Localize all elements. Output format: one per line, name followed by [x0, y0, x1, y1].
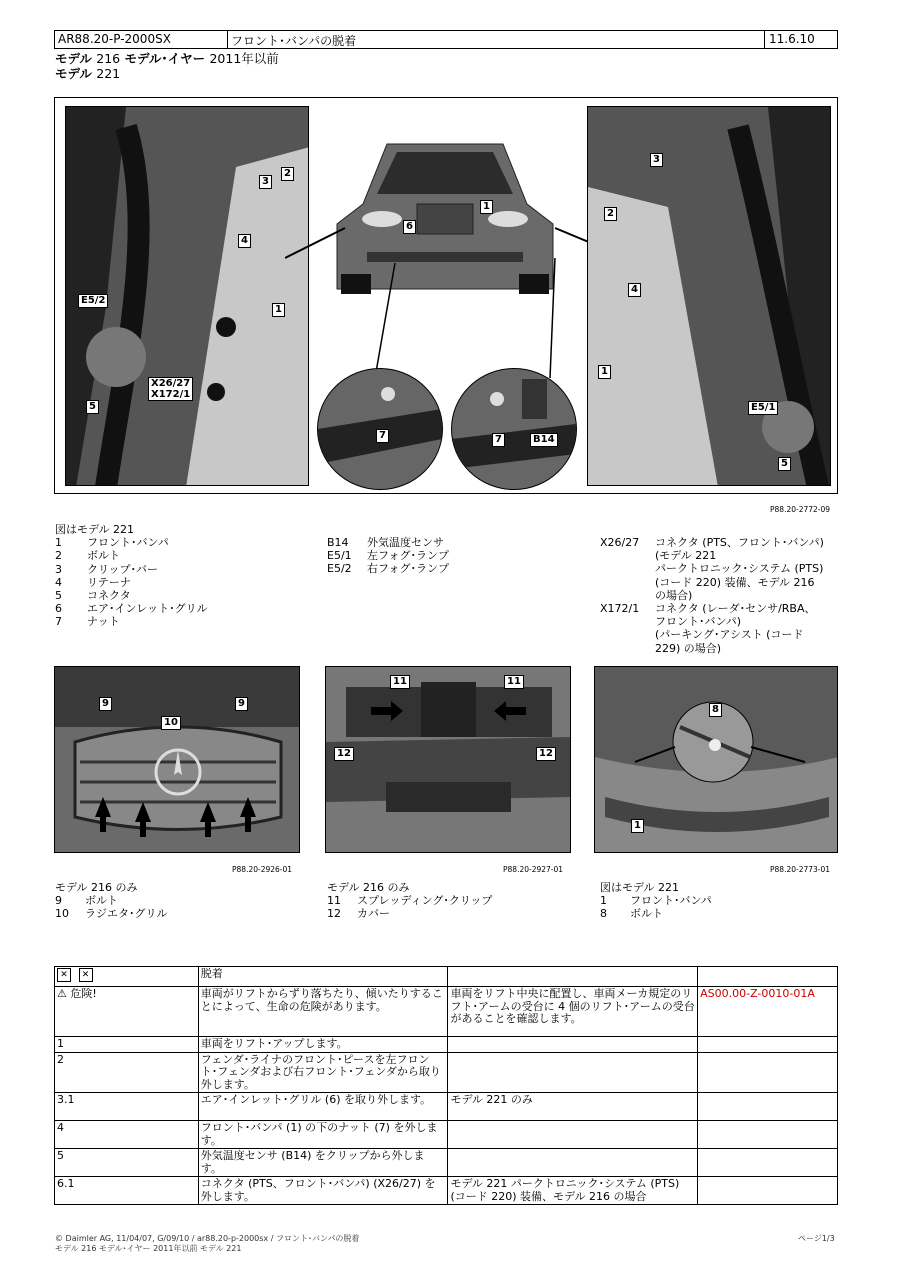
- legend-value: エア･インレット･グリル: [87, 602, 208, 616]
- figure-4-ref: P88.20-2773-01: [770, 865, 831, 874]
- doc-title: フロント･バンパの脱着: [231, 34, 357, 48]
- legend-1-col-1: [55, 523, 208, 629]
- legend-1-col-3: [600, 536, 824, 655]
- legend-value-line: 229) の場合): [655, 641, 722, 655]
- warning-icon: ⚠: [57, 987, 67, 1000]
- callout-2-right: 2: [604, 207, 617, 221]
- legend-item: [600, 907, 712, 920]
- model-line-1: モデル 216 モデル･イヤー 2011年以前: [55, 51, 279, 66]
- step-number: 1: [55, 1037, 199, 1053]
- legend-item: [327, 907, 492, 920]
- legend-key: 10: [55, 907, 69, 921]
- callout-6-car: 6: [403, 220, 416, 234]
- step-number: 4: [55, 1121, 199, 1149]
- callout-11-b: 11: [504, 675, 524, 689]
- legend-value-line: (パーキング･アシスト (コード: [655, 628, 804, 642]
- callout-3-right: 3: [650, 153, 663, 167]
- legend-key: 7: [55, 615, 62, 629]
- danger-ref-link[interactable]: AS00.00-Z-0010-01A: [698, 987, 838, 1037]
- legend-item: [600, 602, 824, 655]
- callout-11-a: 11: [390, 675, 410, 689]
- legend-key: 3: [55, 562, 62, 576]
- legend-key: 5: [55, 589, 62, 603]
- legend-value: スプレッディング･クリップ: [357, 894, 493, 908]
- photo-right-engine-bay: [587, 106, 831, 486]
- model-line-2: モデル 221: [55, 66, 121, 81]
- legend-2-a: [55, 881, 168, 921]
- callout-1-left: 1: [272, 303, 285, 317]
- callout-9-a: 9: [99, 697, 112, 711]
- callout-7-detail-left: 7: [376, 429, 389, 443]
- step-text: 車両をリフト･アップします。: [198, 1037, 448, 1053]
- step-note: モデル 221 パークトロニック･システム (PTS) (コード 220) 装備、モデル 216 の場合: [448, 1177, 698, 1205]
- legend-caption: 図はモデル 221: [600, 881, 679, 894]
- photo-left-engine-bay: [65, 106, 309, 486]
- step-note: モデル 221 のみ: [448, 1093, 698, 1121]
- callout-5-left: 5: [86, 400, 99, 414]
- figure-2: [54, 666, 300, 853]
- step-row: [55, 1093, 838, 1121]
- legend-value: ラジエタ･グリル: [85, 907, 168, 921]
- legend-item: [55, 907, 168, 920]
- legend-key: X26/27: [600, 536, 640, 549]
- danger-label: 危険!: [70, 987, 97, 1000]
- callout-2-left: 2: [281, 167, 294, 181]
- legend-caption: モデル 216 のみ: [327, 881, 410, 894]
- legend-value-line: パークトロニック･システム (PTS): [655, 562, 824, 576]
- step-ref: [698, 1149, 838, 1177]
- legend-key: E5/2: [327, 562, 352, 576]
- step-ref: [698, 1177, 838, 1205]
- legend-value-line: フロント･バンパ): [655, 615, 742, 629]
- legend-item: [55, 602, 208, 615]
- legend-item: [55, 549, 208, 562]
- step-note: [448, 1052, 698, 1093]
- figure-4: [594, 666, 838, 853]
- callout-12-a: 12: [334, 747, 354, 761]
- callout-1-car: 1: [480, 200, 493, 214]
- legend-value-line: の場合): [655, 588, 693, 602]
- install-icon: ✕: [79, 968, 93, 982]
- legend-item: [327, 562, 449, 575]
- legend-item: [600, 536, 824, 602]
- legend-value: フロント･バンパ: [87, 536, 169, 550]
- step-row: [55, 1121, 838, 1149]
- legend-key: 1: [55, 536, 62, 550]
- legend-caption: モデル 216 のみ: [55, 881, 138, 894]
- steps-table: [54, 966, 838, 1205]
- legend-value: ボルト: [630, 907, 663, 921]
- legend-key: 11: [327, 894, 341, 908]
- legend-key: 12: [327, 907, 341, 921]
- detail-circle-left: [317, 368, 443, 490]
- legend-key: X172/1: [600, 602, 640, 616]
- footer-line-2: モデル 216 モデル･イヤー 2011年以前 モデル 221: [55, 1244, 242, 1253]
- figure-1-ref: P88.20-2772-09: [770, 505, 831, 514]
- step-text: 外気温度センサ (B14) をクリップから外します。: [198, 1149, 448, 1177]
- step-ref: [698, 1037, 838, 1053]
- callout-4-right: 4: [628, 283, 641, 297]
- legend-1-caption: 図はモデル 221: [55, 523, 134, 536]
- legend-key: 8: [600, 907, 607, 921]
- legend-key: 6: [55, 602, 62, 616]
- legend-item: [55, 615, 208, 628]
- callout-7-detail-right: 7: [492, 433, 505, 447]
- legend-2-b: [327, 881, 492, 921]
- legend-value: [655, 536, 824, 602]
- removal-install-icons: [55, 967, 199, 987]
- legend-item: [327, 894, 492, 907]
- figure-2-ref: P88.20-2926-01: [232, 865, 293, 874]
- callout-b14: B14: [530, 433, 558, 447]
- callout-10: 10: [161, 716, 181, 730]
- legend-value: 右フォグ･ランプ: [367, 562, 449, 576]
- figure-3: [325, 666, 571, 853]
- legend-key: 9: [55, 894, 62, 908]
- doc-id: AR88.20-P-2000SX: [58, 32, 171, 46]
- legend-value: クリップ･バー: [87, 562, 159, 576]
- callout-8: 8: [709, 703, 722, 717]
- step-number: 6.1: [55, 1177, 199, 1205]
- legend-value: 外気温度センサ: [367, 536, 444, 549]
- step-number: 3.1: [55, 1093, 199, 1121]
- legend-value: ボルト: [87, 549, 120, 563]
- legend-value: ナット: [87, 615, 120, 629]
- legend-item: [55, 589, 208, 602]
- legend-item: [55, 563, 208, 576]
- legend-item: [55, 894, 168, 907]
- legend-1-col-2: [327, 536, 449, 576]
- legend-key: E5/1: [327, 549, 352, 563]
- legend-value: コネクタ: [87, 589, 131, 603]
- legend-value-line: (モデル 221: [655, 549, 717, 563]
- callout-1-right: 1: [598, 365, 611, 379]
- legend-value-line: (コード 220) 装備、モデル 216: [655, 575, 815, 589]
- callout-1-fig4: 1: [631, 819, 644, 833]
- legend-value: [655, 602, 816, 655]
- step-number: 5: [55, 1149, 199, 1177]
- danger-row: [55, 987, 838, 1037]
- step-text: フロント･バンパ (1) の下のナット (7) を外します。: [198, 1121, 448, 1149]
- legend-value-line: コネクタ (PTS、フロント･バンパ): [655, 536, 824, 549]
- figure-3-ref: P88.20-2927-01: [503, 865, 564, 874]
- footer: [55, 1234, 359, 1254]
- steps-header-row: [55, 967, 838, 987]
- callout-9-b: 9: [235, 697, 248, 711]
- legend-value: リテーナ: [87, 575, 131, 589]
- step-note: [448, 1149, 698, 1177]
- legend-value: フロント･バンパ: [630, 894, 712, 908]
- step-row: [55, 1037, 838, 1053]
- step-row: [55, 1052, 838, 1093]
- callout-5-right: 5: [778, 457, 791, 471]
- legend-key: 4: [55, 575, 62, 589]
- step-row: [55, 1149, 838, 1177]
- legend-key: 2: [55, 549, 62, 563]
- legend-value: カバー: [357, 907, 390, 921]
- legend-value-line: コネクタ (レーダ･センサ/RBA、: [655, 602, 816, 616]
- callout-12-b: 12: [536, 747, 556, 761]
- callout-4-left: 4: [238, 234, 251, 248]
- doc-date: 11.6.10: [769, 32, 815, 46]
- steps-header-title: 脱着: [198, 967, 448, 987]
- callout-e5-1: E5/1: [748, 401, 778, 415]
- detail-circle-right: [451, 368, 577, 490]
- step-text: コネクタ (PTS、フロント･バンパ) (X26/27) を外します。: [198, 1177, 448, 1205]
- legend-item: [55, 576, 208, 589]
- legend-value: ボルト: [85, 894, 118, 908]
- legend-key: 1: [600, 894, 607, 908]
- danger-note: 車両をリフト中央に配置し、車両メーカ規定のリフト･アームの受台に 4 個のリフト･アームの受台があることを確認します。: [448, 987, 698, 1037]
- step-ref: [698, 1121, 838, 1149]
- figure-1: [54, 97, 838, 494]
- callout-e5-2: E5/2: [78, 294, 108, 308]
- step-row: [55, 1177, 838, 1205]
- remove-icon: ✕: [57, 968, 71, 982]
- danger-text: 車両がリフトからずり落ちたり、傾いたりすることによって、生命の危険があります。: [198, 987, 448, 1037]
- step-text: エア･インレット･グリル (6) を取り外します。: [198, 1093, 448, 1121]
- step-text: フェンダ･ライナのフロント･ピースを左フロント･フェンダおよび右フロント･フェンダから取り外します。: [198, 1052, 448, 1093]
- callout-x26-x172: X26/27 X172/1: [148, 377, 193, 401]
- step-note: [448, 1037, 698, 1053]
- page-number: ページ1/3: [798, 1234, 835, 1243]
- footer-line-1: © Daimler AG, 11/04/07, G/09/10 / ar88.20-p-2000sx / フロント･バンパの脱着: [55, 1234, 360, 1243]
- legend-item: [600, 894, 712, 907]
- callout-3-left: 3: [259, 175, 272, 189]
- legend-2-c: [600, 881, 712, 921]
- step-number: 2: [55, 1052, 199, 1093]
- document-header: [54, 30, 838, 49]
- step-note: [448, 1121, 698, 1149]
- legend-key: B14: [327, 536, 349, 549]
- step-ref: [698, 1093, 838, 1121]
- legend-item: [327, 536, 449, 549]
- legend-item: [55, 536, 208, 549]
- legend-value: 左フォグ･ランプ: [367, 549, 449, 563]
- step-ref: [698, 1052, 838, 1093]
- legend-item: [327, 549, 449, 562]
